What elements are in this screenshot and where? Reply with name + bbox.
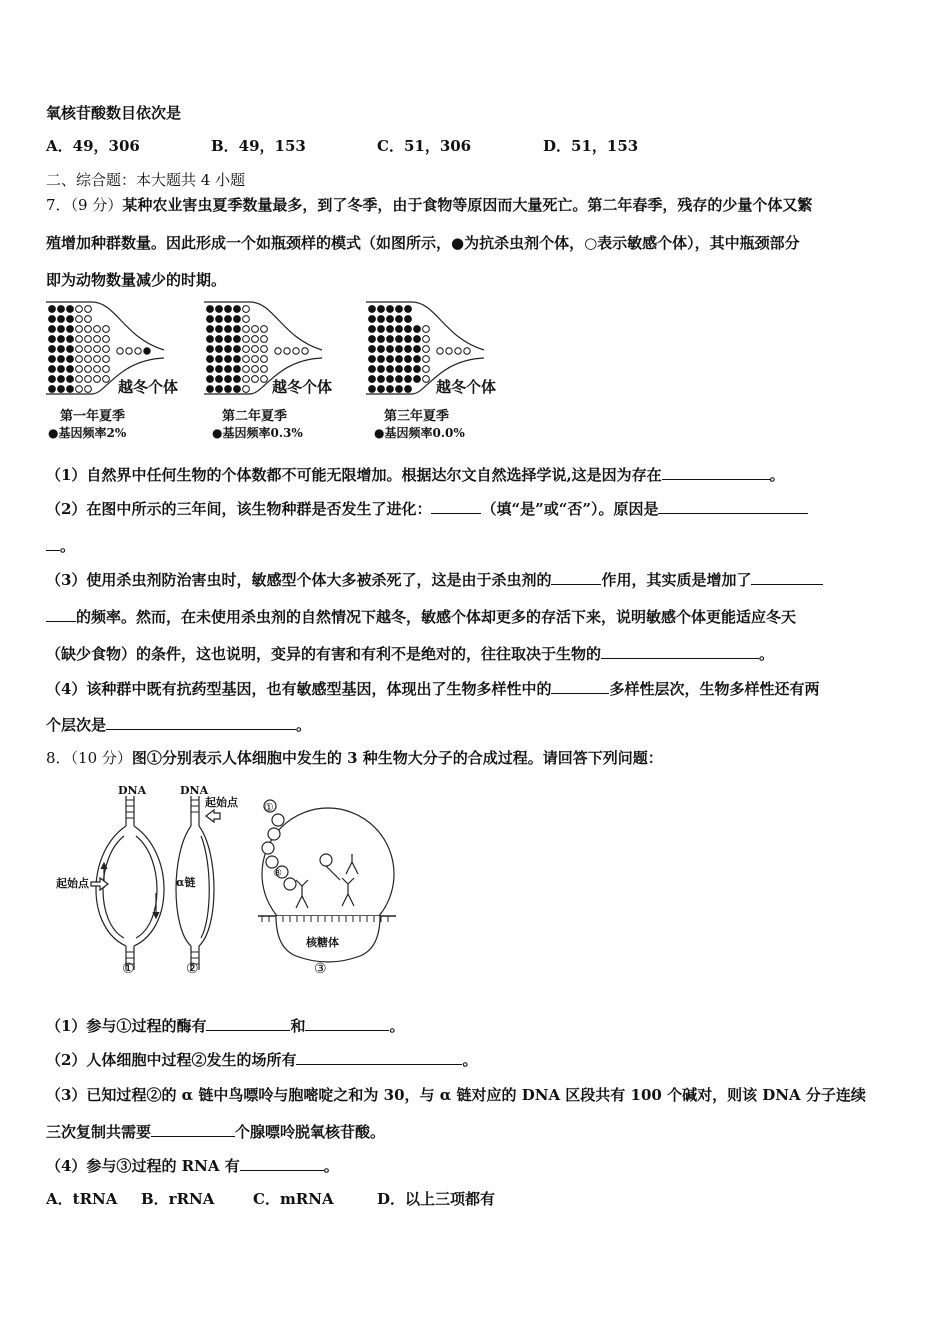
q7-part4-end: 。 [296,716,312,734]
resistant-individual-dot [67,316,74,323]
resistant-individual-dot [405,326,412,333]
resistant-individual-dot [234,376,241,383]
resistant-individual-dot [369,366,376,373]
sensitive-individual-dot [243,336,250,343]
sensitive-individual-dot [76,336,83,343]
resistant-individual-dot [49,356,56,363]
q7-stem-text1: 某种农业害虫夏季数量最多，到了冬季，由于食物等原因而大量死亡。第二年春季，残存的少量个体又繁 [122,196,813,214]
resistant-individual-dot [58,316,65,323]
q7-stem-line2: 殖增加种群数量。因此形成一个如瓶颈样的模式（如图所示，●为抗杀虫剂个体，○表示敏感个体），其中瓶颈部分 [46,234,800,252]
resistant-individual-dot [396,326,403,333]
resistant-individual-dot [414,366,421,373]
resistant-individual-dot [369,336,376,343]
q7-blank-2[interactable] [431,498,481,514]
resistant-individual-dot [67,336,74,343]
resistant-individual-dot [216,346,223,353]
section-title: 二、综合题：本大题共 4 小题 [46,171,246,189]
resistant-individual-dot [207,366,214,373]
amino-acid-bead [268,828,280,840]
resistant-individual-dot [378,346,385,353]
resistant-individual-dot [414,326,421,333]
resistant-individual-dot [225,356,232,363]
resistant-individual-dot [216,316,223,323]
resistant-individual-dot [67,346,74,353]
q7-part3-end: 。 [759,645,775,663]
amino-acid-bead [284,878,296,890]
resistant-individual-dot [396,356,403,363]
sensitive-individual-dot [423,376,430,383]
overwinter-individual-dot [464,348,470,354]
peptide-first-label: ① [264,801,274,814]
sensitive-individual-dot [85,376,92,383]
q7-part4-line2 [46,714,311,735]
q8-part2-text: （2）人体细胞中过程②发生的场所有 [46,1051,297,1069]
q7-part3-line2 [46,606,796,627]
sensitive-individual-dot [76,346,83,353]
sensitive-individual-dot [103,366,110,373]
sensitive-individual-dot [85,306,92,313]
q8-part1-end: 。 [389,1017,405,1035]
resistant-individual-dot [234,356,241,363]
q8-option-c[interactable]: C．mRNA [253,1190,334,1208]
winter-label-2: 越冬个体 [272,378,333,396]
sensitive-individual-dot [423,346,430,353]
q7-blank-1[interactable] [662,464,770,480]
q8-blank-3[interactable] [296,1049,462,1065]
resistant-individual-dot [234,306,241,313]
sensitive-individual-dot [76,376,83,383]
panel-season-3: 第三年夏季 [384,409,450,424]
overwinter-individual-dot [135,348,141,354]
resistant-individual-dot [67,326,74,333]
q7-part4 [46,678,819,699]
sensitive-individual-dot [85,386,92,393]
amino-acid-bead [262,842,274,854]
resistant-individual-dot [225,336,232,343]
resistant-individual-dot [49,346,56,353]
sensitive-individual-dot [252,346,259,353]
panel-season-2: 第二年夏季 [222,409,288,424]
q8-option-a[interactable]: A．tRNA [46,1190,118,1208]
resistant-individual-dot [58,346,65,353]
prev-question-tail: 氧核苷酸数目依次是 [46,104,182,122]
q7-part3 [46,569,823,590]
sensitive-individual-dot [252,356,259,363]
q8-part1-mid: 和 [290,1017,306,1035]
resistant-individual-dot [58,306,65,313]
origin-label-1: 起始点 [56,877,89,890]
resistant-individual-dot [387,346,394,353]
sensitive-individual-dot [76,326,83,333]
resistant-individual-dot [225,376,232,383]
resistant-individual-dot [378,356,385,363]
sensitive-individual-dot [261,336,268,343]
winter-label-3: 越冬个体 [436,378,497,396]
sensitive-individual-dot [85,316,92,323]
sensitive-individual-dot [243,326,250,333]
q8-part3-end: 个腺嘌呤脱氧核苷酸。 [235,1123,386,1141]
resistant-individual-dot [207,346,214,353]
resistant-individual-dot [369,356,376,363]
resistant-individual-dot [369,306,376,313]
resistant-individual-dot [207,316,214,323]
sensitive-individual-dot [94,326,101,333]
overwinter-individual-dot [455,348,461,354]
sensitive-individual-dot [85,356,92,363]
resistant-individual-dot [414,356,421,363]
overwinter-individual-dot [293,348,299,354]
q7-part2-text: （2）在图中所示的三年间，该生物种群是否发生了进化： [46,500,432,518]
sensitive-individual-dot [85,326,92,333]
sensitive-individual-dot [252,326,259,333]
resistant-individual-dot [207,356,214,363]
q8-part4-end: 。 [323,1157,339,1175]
sensitive-individual-dot [76,306,83,313]
resistant-individual-dot [405,316,412,323]
resistant-individual-dot [387,356,394,363]
resistant-individual-dot [67,306,74,313]
sensitive-individual-dot [85,336,92,343]
q7-part1 [46,464,785,485]
resistant-individual-dot [225,316,232,323]
sensitive-individual-dot [243,356,250,363]
resistant-individual-dot [378,386,385,393]
overwinter-individual-dot [117,348,123,354]
resistant-individual-dot [58,356,65,363]
panel-freq-1: ●基因频率2% [48,426,127,440]
q8-blank-5[interactable] [240,1155,324,1171]
peptide-last-label: ⑧ [273,868,282,879]
resistant-individual-dot [216,376,223,383]
resistant-individual-dot [49,326,56,333]
sensitive-individual-dot [76,366,83,373]
alpha-chain-label: α链 [176,876,196,889]
sensitive-individual-dot [94,376,101,383]
sensitive-individual-dot [243,316,250,323]
resistant-individual-dot [67,356,74,363]
q7-part2-mid: （填“是”或“否”）。原因是 [481,500,659,518]
resistant-individual-dot [216,306,223,313]
resistant-individual-dot [67,376,74,383]
sensitive-individual-dot [76,316,83,323]
panel-freq-3: ●基因频率0.0% [374,426,465,440]
q7-blank-5[interactable] [751,569,823,585]
resistant-individual-dot [405,366,412,373]
resistant-individual-dot [225,366,232,373]
figure-label-1: ① [122,961,135,977]
resistant-individual-dot [49,386,56,393]
q7-part1-text: （1）自然界中任何生物的个体数都不可能无限增加。根据达尔文自然选择学说,这是因为存在 [46,466,662,484]
sensitive-individual-dot [94,346,101,353]
resistant-individual-dot [396,386,403,393]
resistant-individual-dot [234,346,241,353]
resistant-individual-dot [369,346,376,353]
sensitive-individual-dot [423,326,430,333]
sensitive-individual-dot [243,306,250,313]
q7-blank-3[interactable] [658,498,808,514]
resistant-individual-dot [378,366,385,373]
resistant-individual-dot [387,326,394,333]
prev-option-c[interactable]: C．51，306 [377,137,472,155]
sensitive-individual-dot [94,336,101,343]
resistant-individual-dot [369,386,376,393]
q8-option-b[interactable]: B．rRNA [141,1190,215,1208]
q7-part2-end: 。 [60,537,76,555]
q7-blank-5-cont[interactable] [46,606,76,622]
resistant-individual-dot [216,356,223,363]
q8-option-d[interactable]: D．以上三项都有 [377,1190,496,1208]
resistant-individual-dot [207,306,214,313]
resistant-individual-dot [378,326,385,333]
sensitive-individual-dot [94,356,101,363]
resistant-individual-dot [396,376,403,383]
sensitive-individual-dot [243,346,250,353]
resistant-individual-dot [225,346,232,353]
ribosome-label: 核糖体 [306,936,339,949]
sensitive-individual-dot [243,376,250,383]
resistant-individual-dot [234,336,241,343]
resistant-individual-dot [396,306,403,313]
q8-part2 [46,1049,477,1070]
sensitive-individual-dot [252,366,259,373]
q7-part3-line2-text: 的频率。然而，在未使用杀虫剂的自然情况下越冬，敏感个体却更多的存活下来，说明敏感个体更能适应冬天 [76,608,797,626]
resistant-individual-dot [58,386,65,393]
sensitive-individual-dot [103,336,110,343]
q7-blank-7[interactable] [551,678,609,694]
resistant-individual-dot [369,316,376,323]
q7-part2 [46,498,808,519]
resistant-individual-dot [67,386,74,393]
resistant-individual-dot [207,386,214,393]
resistant-individual-dot [49,306,56,313]
prev-option-b[interactable]: B．49，153 [211,137,306,155]
resistant-individual-dot [405,336,412,343]
q7-blank-8[interactable] [106,714,296,730]
resistant-individual-dot [396,346,403,353]
dna-label-1: DNA [118,784,147,797]
sensitive-individual-dot [85,366,92,373]
q8-part3-text: 三次复制共需要 [46,1123,152,1141]
resistant-individual-dot [225,306,232,313]
resistant-individual-dot [216,336,223,343]
resistant-individual-dot [387,366,394,373]
resistant-individual-dot [207,326,214,333]
resistant-individual-dot [216,366,223,373]
q7-part3-line3 [46,643,774,664]
q7-number: 7． [46,196,71,214]
resistant-individual-dot [414,346,421,353]
resistant-individual-dot [58,336,65,343]
overwinter-individual-dot [275,348,281,354]
overwinter-individual-dot [284,348,290,354]
resistant-individual-dot [378,316,385,323]
sensitive-individual-dot [103,376,110,383]
overwinter-individual-dot [126,348,132,354]
q7-part3-line3-text: （缺少食物）的条件，这也说明，变异的有害和有利不是绝对的，往往取决于生物的 [46,645,602,663]
q8-part1 [46,1015,404,1036]
resistant-individual-dot [225,386,232,393]
resistant-individual-dot [405,346,412,353]
resistant-individual-dot [414,336,421,343]
amino-acid-bead [272,814,284,826]
q7-blank-4[interactable] [551,569,601,585]
resistant-individual-dot [58,326,65,333]
q7-part4-mid: 多样性层次，生物多样性还有两 [609,680,820,698]
q8-part1-text: （1）参与①过程的酶有 [46,1017,207,1035]
resistant-individual-dot [387,306,394,313]
resistant-individual-dot [234,366,241,373]
dna-replication-diagram [91,796,164,970]
sensitive-individual-dot [76,356,83,363]
q7-stem-line3: 即为动物数量减少的时期。 [46,271,227,289]
resistant-individual-dot [49,376,56,383]
sensitive-individual-dot [261,356,268,363]
sensitive-individual-dot [252,376,259,383]
sensitive-individual-dot [423,366,430,373]
q8-part3-line2 [46,1121,385,1142]
resistant-individual-dot [396,366,403,373]
prev-option-d[interactable]: D．51，153 [543,137,639,155]
dna-label-2: DNA [180,784,209,797]
resistant-individual-dot [396,316,403,323]
sensitive-individual-dot [76,386,83,393]
resistant-individual-dot [207,376,214,383]
sensitive-individual-dot [423,356,430,363]
sensitive-individual-dot [103,346,110,353]
resistant-individual-dot [405,386,412,393]
sensitive-individual-dot [94,366,101,373]
resistant-individual-dot [58,376,65,383]
resistant-individual-dot [225,326,232,333]
sensitive-individual-dot [261,326,268,333]
resistant-individual-dot [387,386,394,393]
panel-freq-2: ●基因频率0.3% [212,426,303,440]
q7-part3-mid: 作用，其实质是增加了 [601,571,752,589]
resistant-individual-dot [405,306,412,313]
figure-label-2: ② [186,961,199,977]
q8-score: （10 分） [70,749,132,767]
overwinter-individual-dot [437,348,443,354]
q7-blank-6[interactable] [601,643,759,659]
q8-stem [46,748,663,768]
sensitive-individual-dot [103,356,110,363]
q8-blank-2[interactable] [305,1015,389,1031]
q8-number: 8． [46,749,71,767]
resistant-individual-dot [378,306,385,313]
resistant-individual-dot [58,366,65,373]
sensitive-individual-dot [261,366,268,373]
resistant-individual-dot [414,376,421,383]
figure-label-3: ③ [314,961,327,977]
resistant-individual-dot [49,336,56,343]
q8-part3-line1: （3）已知过程②的 α 链中鸟嘌呤与胞嘧啶之和为 30，与 α 链对应的 DNA 区段共有 100 个碱对，则该 DNA 分子连续 [46,1086,866,1104]
q7-stem-line1 [46,195,812,215]
resistant-individual-dot [378,376,385,383]
q8-part4 [46,1155,339,1176]
overwinter-individual-dot [144,348,150,354]
resistant-individual-dot [207,336,214,343]
winter-label-1: 越冬个体 [118,378,179,396]
q7-part1-end: 。 [769,466,785,484]
resistant-individual-dot [216,386,223,393]
q8-part2-end: 。 [462,1051,478,1069]
sensitive-individual-dot [423,336,430,343]
sensitive-individual-dot [252,336,259,343]
q8-blank-1[interactable] [206,1015,290,1031]
resistant-individual-dot [67,366,74,373]
sensitive-individual-dot [243,386,250,393]
q8-blank-4[interactable] [151,1121,235,1137]
q7-part3-text: （3）使用杀虫剂防治害虫时，敏感型个体大多被杀死了，这是由于杀虫剂的 [46,571,552,589]
q7-score: （9 分） [70,196,123,214]
resistant-individual-dot [405,356,412,363]
sensitive-individual-dot [103,326,110,333]
panel-season-1: 第一年夏季 [60,409,126,424]
q8-part4-text: （4）参与③过程的 RNA 有 [46,1157,240,1175]
resistant-individual-dot [405,376,412,383]
sensitive-individual-dot [85,346,92,353]
q7-part4-line2-text: 个层次是 [46,716,107,734]
resistant-individual-dot [234,386,241,393]
origin-label-2: 起始点 [205,796,238,809]
resistant-individual-dot [387,376,394,383]
prev-option-a[interactable]: A．49，306 [46,137,140,155]
resistant-individual-dot [234,316,241,323]
sensitive-individual-dot [261,346,268,353]
resistant-individual-dot [234,326,241,333]
resistant-individual-dot [387,336,394,343]
amino-acid-bead [266,856,278,868]
overwinter-individual-dot [446,348,452,354]
resistant-individual-dot [369,376,376,383]
q7-part2-cont [46,535,75,556]
resistant-individual-dot [396,336,403,343]
resistant-individual-dot [49,316,56,323]
q7-blank-3-cont[interactable] [46,535,60,551]
resistant-individual-dot [387,316,394,323]
resistant-individual-dot [369,326,376,333]
overwinter-individual-dot [302,348,308,354]
q8-stem-text: 图①分别表示人体细胞中发生的 3 种生物大分子的合成过程。请回答下列问题： [131,749,663,767]
resistant-individual-dot [378,336,385,343]
resistant-individual-dot [49,366,56,373]
q7-part4-text: （4）该种群中既有抗药型基因，也有敏感型基因，体现出了生物多样性中的 [46,680,552,698]
sensitive-individual-dot [261,376,268,383]
resistant-individual-dot [216,326,223,333]
sensitive-individual-dot [243,366,250,373]
